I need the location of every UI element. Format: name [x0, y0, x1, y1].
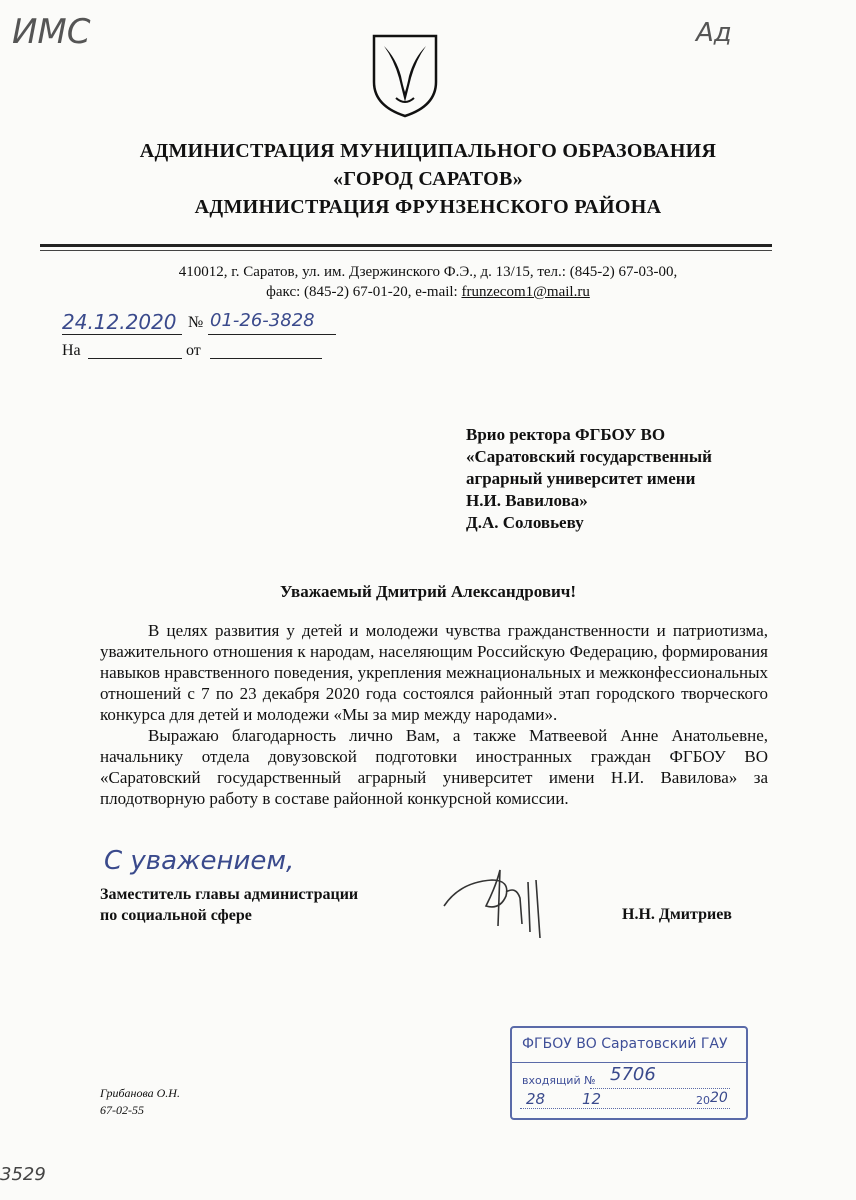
stamp-divider: [512, 1062, 746, 1063]
stamp-date-year-suffix: 20: [710, 1090, 728, 1106]
reg-date-underline: [62, 334, 182, 335]
reg-date-row: [62, 310, 352, 338]
recipient-line: аграрный университет имени: [466, 469, 696, 488]
stamp-incoming-number: 5706: [610, 1064, 656, 1085]
header-rule-thick: [40, 244, 772, 247]
executor-name: Грибанова О.Н.: [100, 1086, 180, 1100]
org-name-line2: «ГОРОД САРАТОВ»: [333, 168, 523, 190]
signatory-title: [100, 884, 358, 926]
signatory-name: Н.Н. Дмитриев: [622, 906, 732, 923]
body-paragraph: В целях развития у детей и молодежи чувства гражданственности и патриотизма, уважительного отношения к народам, населяющим Российскую Федерацию, формирования навыков нравственного поведения, укрепления межнациональных и межконфессиональных отношений с 7 по 23 декабря 2020 года состоялся районный этап городского творческого конкурса для детей и молодежи «Мы за мир между народами».: [100, 621, 768, 724]
stamp-incoming-label: входящий №: [522, 1074, 596, 1087]
recipient-line: Н.И. Вавилова»: [466, 491, 588, 510]
body-paragraph: Выражаю благодарность лично Вам, а также Матвеевой Анне Анатольевне, начальнику отдела довузовской подготовки иностранных граждан ФГБОУ ВО «Саратовский государственный аграрный университет имени Н.И. Вавилова» за плодотворную работу в составе районной конкурсной комиссии.: [100, 726, 768, 808]
executor-block: [100, 1085, 180, 1119]
reg-no-label: №: [188, 314, 204, 331]
reg-date: 24.12.2020: [62, 310, 177, 334]
org-name-line1: АДМИНИСТРАЦИЯ МУНИЦИПАЛЬНОГО ОБРАЗОВАНИЯ: [139, 140, 717, 162]
signatory-title-line2: по социальной сфере: [100, 907, 252, 924]
ot-label: от: [186, 342, 201, 359]
closing-handwritten: С уважением,: [104, 846, 295, 876]
corner-mark-bottom-left: 3529: [0, 1164, 46, 1185]
reply-ref-row: [62, 342, 332, 364]
stamp-date-day: 28: [526, 1090, 546, 1108]
address-line1: 410012, г. Саратов, ул. им. Дзержинского Ф.Э., д. 13/15, тел.: (845-2) 67-03-00,: [178, 264, 678, 280]
address-line2-prefix: факс: (845-2) 67-01-20, e-mail:: [266, 284, 462, 300]
reg-number-underline: [208, 334, 336, 335]
stamp-org: ФГБОУ ВО Саратовский ГАУ: [522, 1036, 728, 1052]
na-blank: [88, 358, 182, 359]
recipient-line: Врио ректора ФГБОУ ВО: [466, 425, 666, 444]
ot-blank: [210, 358, 322, 359]
corner-mark-top-right: Ад: [696, 18, 732, 48]
corner-mark-top-left: ИМС: [12, 12, 91, 52]
coat-of-arms-icon: [370, 32, 440, 120]
salutation: Уважаемый Дмитрий Александрович!: [279, 582, 577, 601]
address-line2: [0, 284, 856, 301]
signatory-title-line1: Заместитель главы администрации: [100, 886, 359, 903]
incoming-stamp: [510, 1026, 748, 1120]
recipient-line: Д.А. Соловьеву: [466, 513, 584, 532]
letter-body: [100, 620, 768, 809]
stamp-date-underline: [520, 1108, 730, 1109]
stamp-date-month: 12: [582, 1090, 602, 1108]
na-label: На: [62, 342, 81, 359]
email-link[interactable]: frunzecom1@mail.ru: [461, 284, 590, 300]
reg-number: 01-26-3828: [210, 310, 315, 331]
recipient-line: «Саратовский государственный: [466, 447, 712, 466]
stamp-date-year-prefix: 20: [696, 1094, 710, 1107]
executor-phone: 67-02-55: [100, 1103, 144, 1117]
org-name-line3: АДМИНИСТРАЦИЯ ФРУНЗЕНСКОГО РАЙОНА: [194, 196, 662, 218]
header-rule-thin: [40, 250, 772, 251]
recipient-block: [466, 424, 786, 534]
stamp-number-underline: [590, 1088, 730, 1089]
signature-icon: [440, 862, 580, 942]
